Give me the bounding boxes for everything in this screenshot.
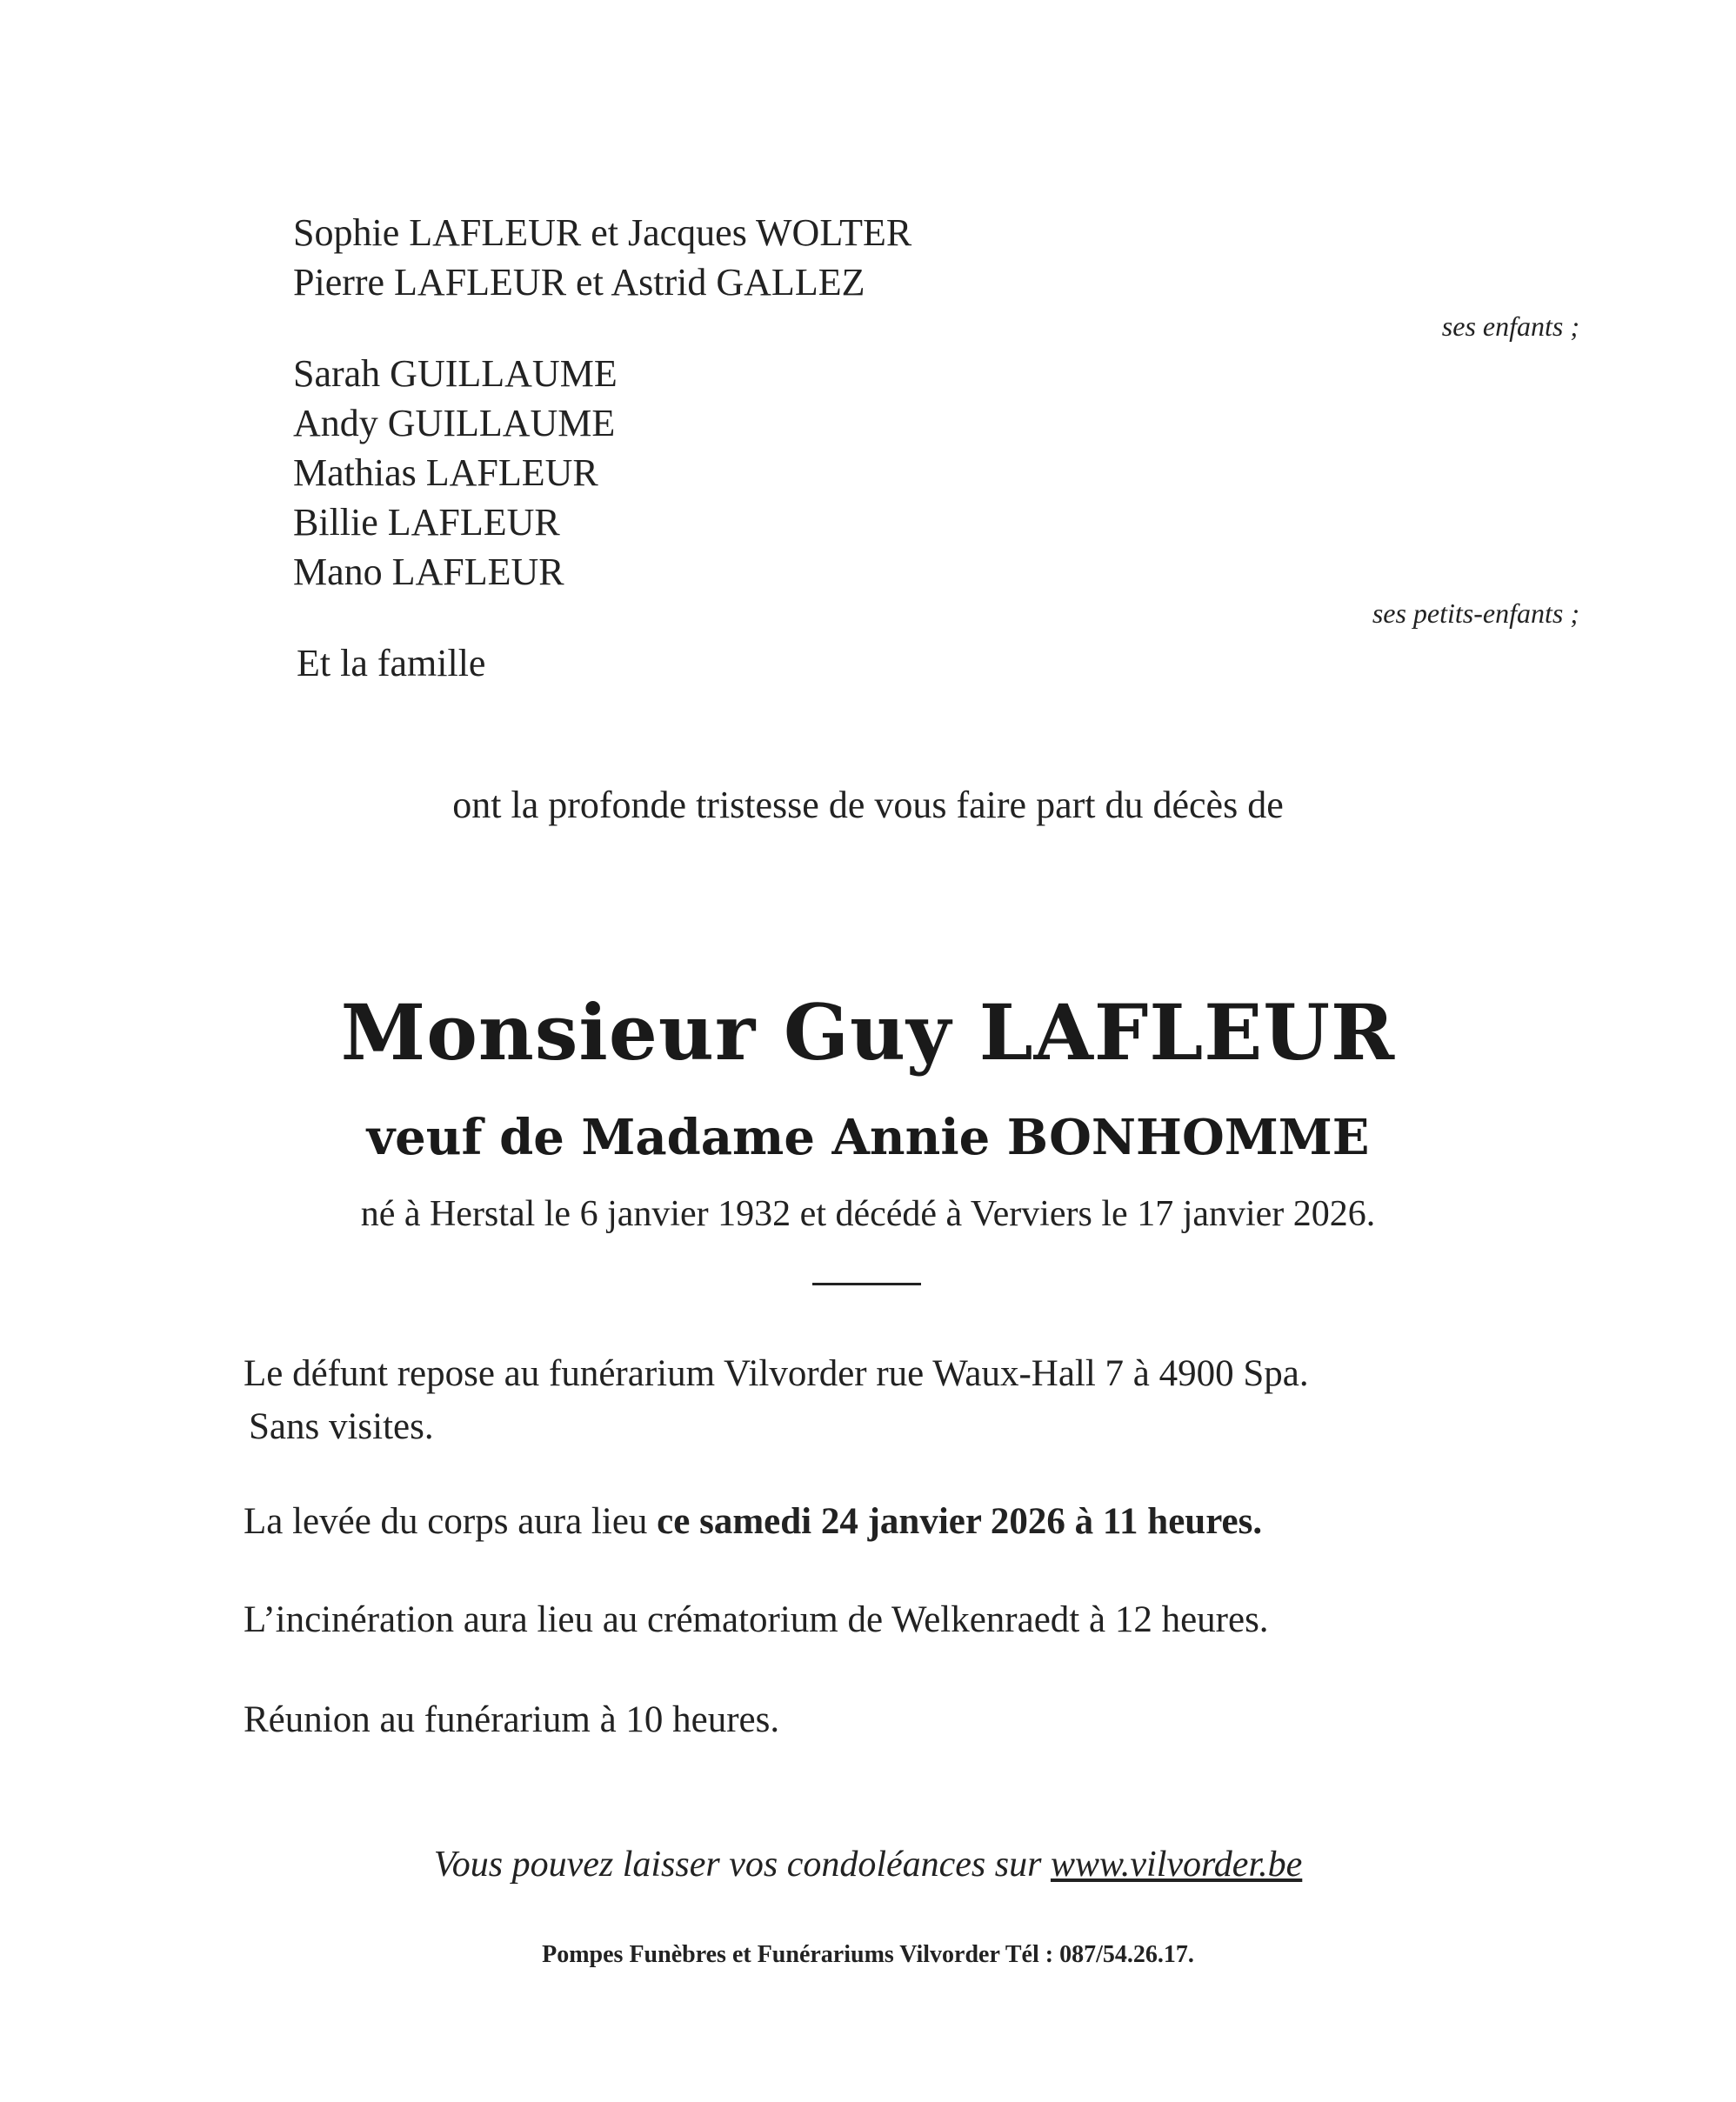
condolences-text: Vous pouvez laisser vos condoléances sur [433,1845,1051,1885]
reunion-line: Réunion au funérarium à 10 heures. [244,1699,780,1740]
incineration-line: L’incinération aura lieu au crématorium de Welkenraedt à 12 heures. [244,1599,1269,1640]
grandchild-3: Mathias LAFLEUR [293,451,598,494]
grandchild-2: Andy GUILLAUME [293,402,616,444]
grandchildren-role-label: ses petits-enfants ; [1372,597,1579,629]
birth-death-dates: né à Herstal le 6 janvier 1932 et décédé à Verviers le 17 janvier 2026. [360,1194,1376,1234]
levee-line [244,1500,1262,1543]
announcement-text: ont la profonde tristesse de vous faire part du décès de [452,784,1284,826]
deceased-name: Monsieur Guy LAFLEUR [340,987,1396,1078]
funeral-home-footer: Pompes Funèbres et Funérariums Vilvorder Tél : 087/54.26.17. [542,1941,1194,1968]
condolences-line [0,1844,1736,1885]
grandchild-5: Mano LAFLEUR [293,551,564,593]
section-divider [812,1283,921,1285]
condolences-link[interactable]: www.vilvorder.be [1050,1845,1303,1885]
child-couple-2: Pierre LAFLEUR et Astrid GALLEZ [293,261,865,304]
visits-line: Sans visites. [249,1406,434,1447]
levee-datetime: ce samedi 24 janvier 2026 à 11 heures. [657,1501,1263,1542]
grandchild-1: Sarah GUILLAUME [293,352,618,395]
grandchild-4: Billie LAFLEUR [293,501,560,544]
child-couple-1: Sophie LAFLEUR et Jacques WOLTER [293,211,912,254]
levee-prefix: La levée du corps aura lieu [244,1501,658,1542]
family-line: Et la famille [297,642,486,684]
children-role-label: ses enfants ; [1441,310,1579,342]
repose-line: Le défunt repose au funérarium Vilvorder rue Waux-Hall 7 à 4900 Spa. [244,1353,1309,1394]
widow-line: veuf de Madame Annie BONHOMME [366,1109,1370,1166]
